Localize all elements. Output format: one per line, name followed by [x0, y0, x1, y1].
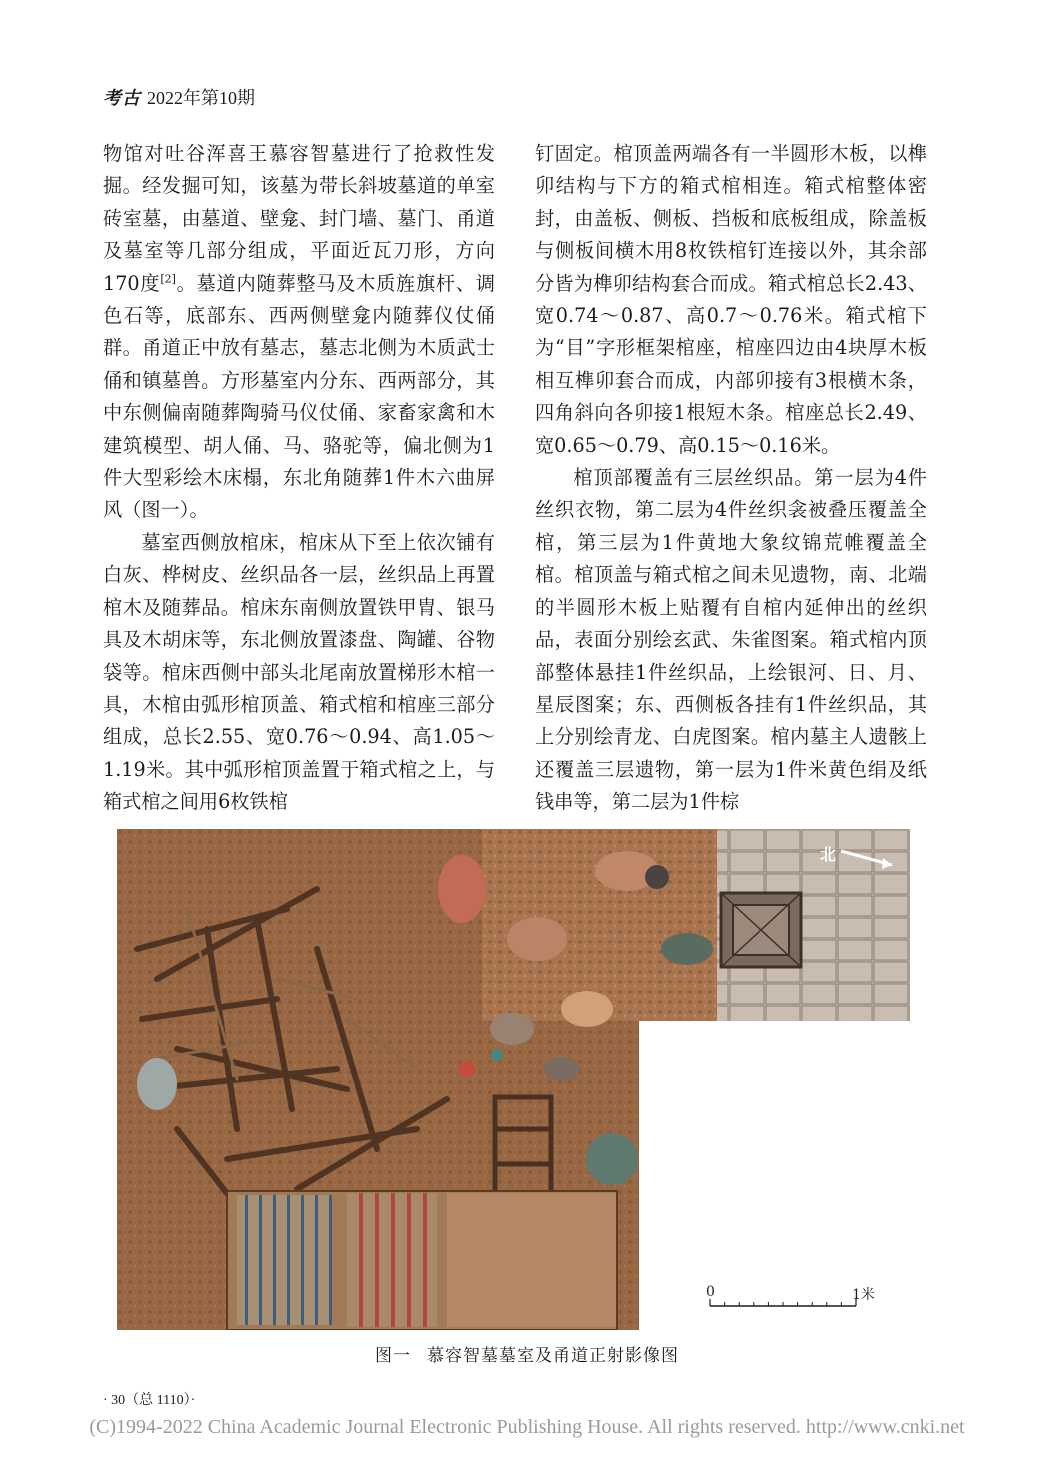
- citation-ref[interactable]: [2]: [160, 272, 176, 286]
- left-paragraph-1: 物馆对吐谷浑喜王慕容智墓进行了抢救性发掘。经发掘可知，该墓为带长斜坡墓道的单室砖室墓，由墓道、壁龛、封门墙、墓门、甬道及墓室等几部分组成，平面近瓦刀形，方向170度[2]。墓道内随葬整马及木质旌旗杆、调色石等，底部东、西两侧壁龛内随葬仪仗俑群。甬道正中放有墓志，墓志北侧为木质武士俑和镇墓兽。方形墓室内分东、西两部分，其中东侧偏南随葬陶骑马仪仗俑、家畜家禽和木建筑模型、胡人俑、马、骆驼等，偏北侧为1件大型彩绘木床榻，东北角随葬1件木六曲屏风（图一）。: [103, 142, 496, 522]
- figure-number: 图一: [375, 1346, 411, 1366]
- north-label: 北: [820, 845, 837, 864]
- left-paragraph-2: 墓室西侧放棺床，棺床从下至上依次铺有白灰、桦树皮、丝织品各一层，丝织品上再置棺木及随葬品。棺床东南侧放置铁甲胄、银马具及木胡床等，东北侧放置漆盘、陶罐、谷物袋等。棺床西侧中部头北尾南放置梯形木棺一具，木棺由弧形棺顶盖、箱式棺和棺座三部分组成，总长2.55、宽0.76～0.94、高1.05～1.19米。其中弧形棺顶盖置于箱式棺之上，与箱式棺之间用6枚铁棺: [103, 530, 495, 814]
- right-column: [535, 138, 927, 819]
- scale-one-label: 1米: [852, 1287, 875, 1303]
- right-paragraph-1: 钉固定。棺顶盖两端各有一半圆形木板，以榫卯结构与下方的箱式棺相连。箱式棺整体密封，由盖板、侧板、挡板和底板组成，除盖板与侧板间横木用8枚铁棺钉连接以外，其余部分皆为榫卯结构套合而成。箱式棺总长2.43、宽0.74～0.87、高0.7～0.76米。箱式棺下为“目”字形框架棺座，棺座四边由4块厚木板相互榫卯套合而成，内部卯接有3根横木条，四角斜向各卯接1根短木条。棺座总长2.49、宽0.65～0.79、高0.15～0.16米。: [535, 142, 927, 457]
- figure-caption: [0, 1341, 1054, 1366]
- left-column: [103, 138, 495, 819]
- scale-bar: [706, 1286, 876, 1316]
- tomb-orthophoto-image: [117, 829, 910, 1330]
- copyright-footer: (C)1994-2022 China Academic Journal Electronic Publishing House. All rights reserved. http://www.cnki.net: [89, 1416, 965, 1438]
- running-header: [103, 84, 255, 110]
- right-paragraph-2: 棺顶部覆盖有三层丝织品。第一层为4件丝织衣物，第二层为4件丝织衾被叠压覆盖全棺，第三层为1件黄地大象纹锦荒帷覆盖全棺。棺顶盖与箱式棺之间未见遗物，南、北端的半圆形木板上贴覆有自棺内延伸出的丝织品，表面分别绘玄武、朱雀图案。箱式棺内顶部整体悬挂1件丝织品，上绘银河、日、月、星辰图案；东、西侧板各挂有1件丝织品，其上分别绘青龙、白虎图案。棺内墓主人遗骸上还覆盖三层遗物，第一层为1件米黄色绢及纸钱串等，第二层为1件棕: [535, 466, 927, 814]
- tomb-orthophoto: [117, 829, 910, 1330]
- scale-zero-label: 0: [706, 1284, 715, 1300]
- issue-label: 2022年第10期: [147, 88, 255, 108]
- page-number: · 30（总 1110）·: [103, 1393, 196, 1408]
- scale-ticks: [706, 1286, 876, 1316]
- figure-title: 慕容智墓墓室及甬道正射影像图: [427, 1346, 679, 1366]
- journal-logo: 考古: [103, 88, 141, 109]
